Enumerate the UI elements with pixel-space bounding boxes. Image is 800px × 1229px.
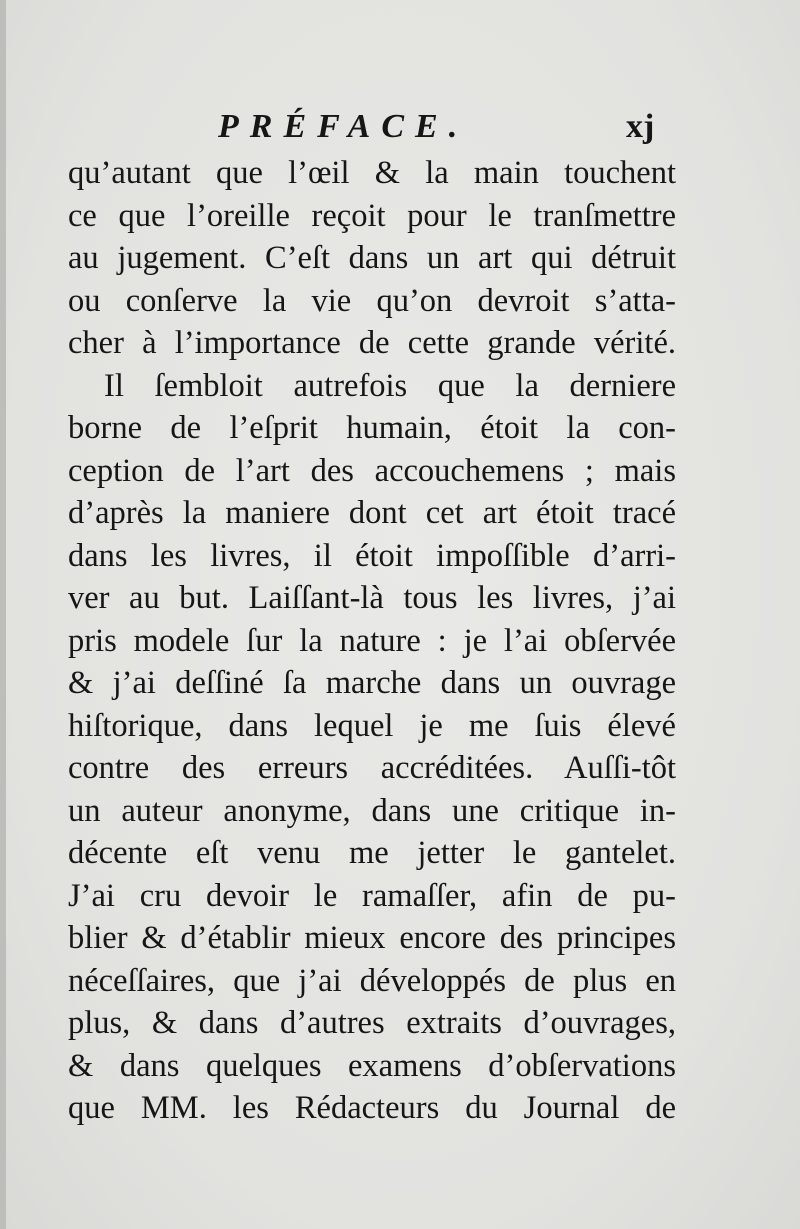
- text-line: borne de l’eſprit humain, étoit la con-: [68, 410, 676, 446]
- text-line: cher à l’importance de cette grande vérité.: [68, 325, 676, 361]
- text-line: blier & d’établir mieux encore des principes: [68, 920, 676, 956]
- text-line: un auteur anonyme, dans une critique in-: [68, 792, 676, 829]
- text-line: plus, & dans d’autres extraits d’ouvrages,: [68, 1005, 676, 1041]
- text-line: J’ai cru devoir le ramaſſer, afin de pu-: [68, 877, 676, 914]
- text-line: ver au but. Laiſſant-là tous les livres, j’ai: [68, 580, 676, 616]
- text-line: pris modele ſur la nature : je l’ai obſervée: [68, 622, 676, 659]
- text-line: ou conſerve la vie qu’on devroit s’atta-: [68, 282, 676, 319]
- text-line: hiſtorique, dans lequel je me ſuis élevé: [68, 707, 676, 744]
- page-header: [6, 108, 800, 158]
- text-line: & j’ai deſſiné ſa marche dans un ouvrage: [68, 665, 676, 701]
- text-line: au jugement. C’eſt dans un art qui détruit: [68, 240, 676, 276]
- text-line: qu’autant que l’œil & la main touchent: [68, 155, 676, 191]
- text-line: décente eſt venu me jetter le gantelet.: [68, 835, 676, 871]
- text-line: & dans quelques examens d’obſervations: [68, 1047, 676, 1084]
- text-line: ce que l’oreille reçoit pour le tranſmettre: [68, 197, 676, 234]
- text-line-paragraph-start: Il ſembloit autrefois que la derniere: [104, 367, 676, 404]
- text-line: ception de l’art des accouchemens ; mais: [68, 452, 676, 489]
- text-line: que MM. les Rédacteurs du Journal de: [68, 1090, 676, 1126]
- page-number: xj: [626, 108, 655, 145]
- text-line: néceſſaires, que j’ai développés de plus en: [68, 962, 676, 999]
- text-line: dans les livres, il étoit impoſſible d’arri-: [68, 537, 676, 574]
- text-line: contre des erreurs accréditées. Auſſi-tôt: [68, 750, 676, 786]
- running-title: PRÉFACE.: [218, 108, 469, 145]
- body-text: [68, 152, 676, 1130]
- text-line: d’après la maniere dont cet art étoit tracé: [68, 495, 676, 531]
